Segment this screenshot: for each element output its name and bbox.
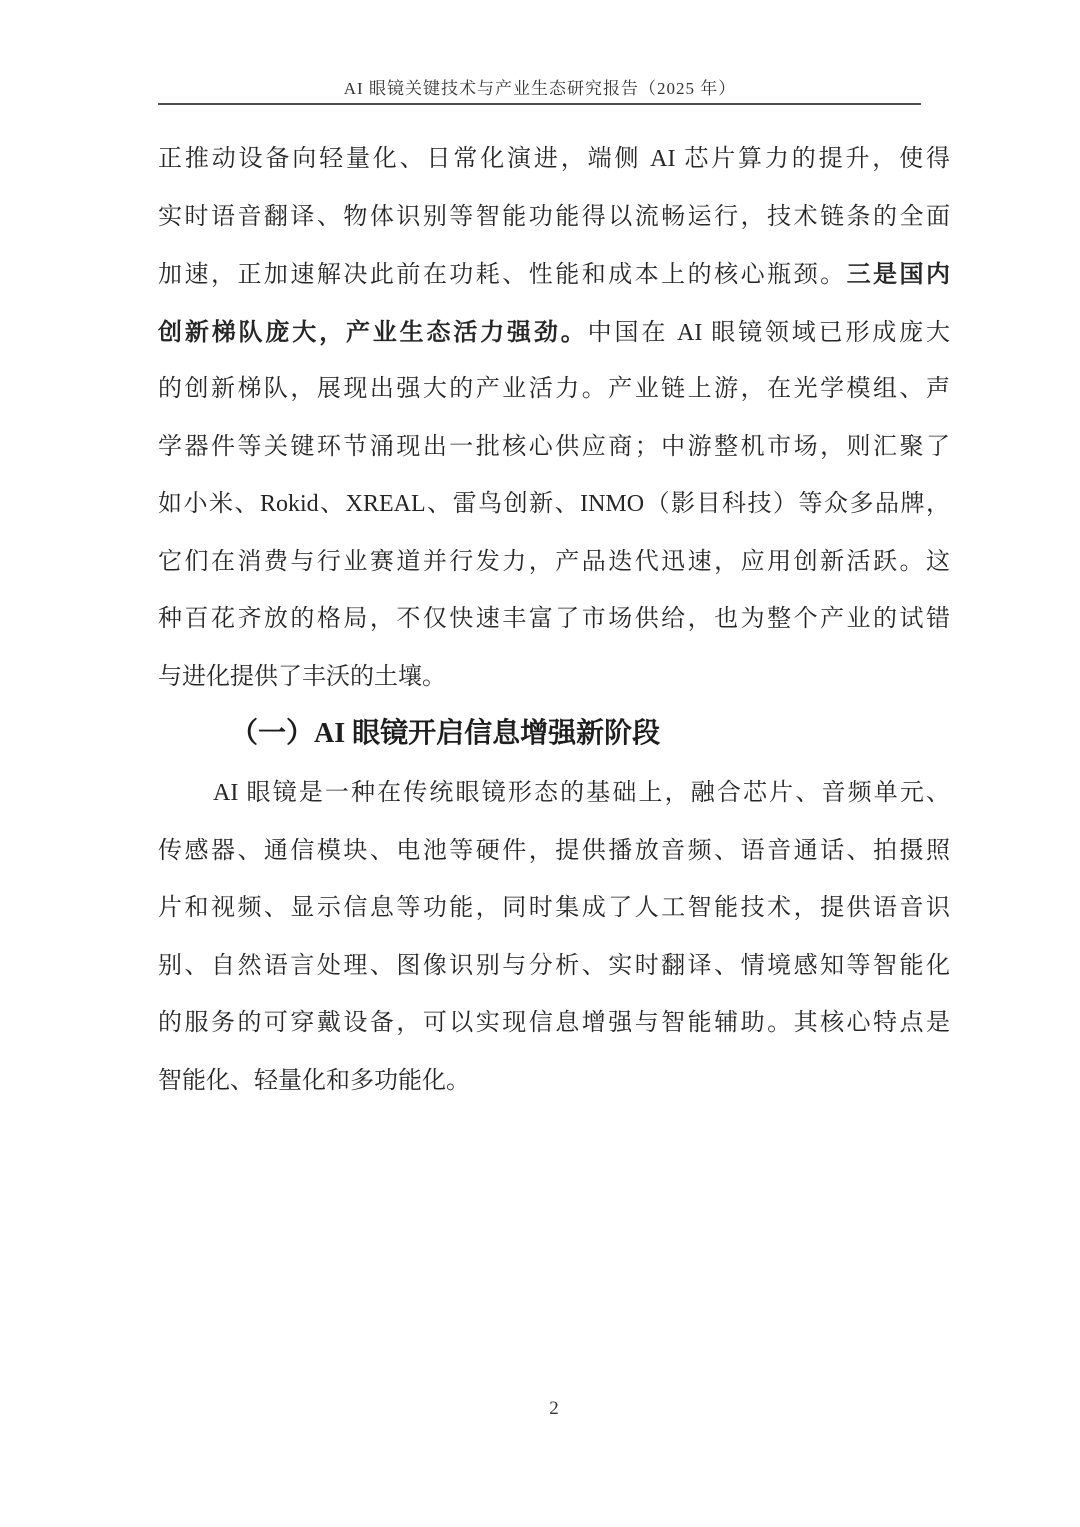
text-line [158, 1053, 950, 1111]
text-segment: 传感器、通信模块、电池等硬件，提供播放音频、语音通话、拍摄照 [158, 837, 950, 864]
paragraph-ai-glasses-definition [158, 765, 950, 1110]
text-line [158, 361, 950, 419]
text-segment: 别、自然语言处理、图像识别与分析、实时翻译、情境感知等智能化 [158, 952, 950, 979]
bold-text-segment: 三是国内 [846, 261, 950, 288]
text-line [158, 246, 950, 304]
text-segment: 实时语音翻译、物体识别等智能功能得以流畅运行，技术链条的全面 [158, 203, 950, 230]
text-line [158, 995, 950, 1053]
text-segment: 学器件等关键环节涌现出一批核心供应商；中游整机市场，则汇聚了 [158, 433, 950, 460]
text-segment: 它们在消费与行业赛道并行发力，产品迭代迅速，应用创新活跃。这 [158, 548, 950, 575]
text-segment: 与进化提供了丰沃的土壤。 [158, 663, 446, 690]
text-segment: 片和视频、显示信息等功能，同时集成了人工智能技术，提供语音识 [158, 895, 950, 921]
text-line [158, 823, 950, 881]
text-line [158, 476, 950, 534]
text-line [158, 591, 950, 649]
text-line [158, 419, 950, 477]
text-segment: 如小米、Rokid、XREAL、雷鸟创新、INMO（影目科技）等众多品牌， [158, 491, 950, 517]
text-line [158, 649, 950, 707]
text-line [158, 131, 950, 189]
text-segment: 的创新梯队，展现出强大的产业活力。产业链上游，在光学模组、声 [158, 376, 950, 402]
text-line [158, 880, 950, 938]
text-segment: 智能化、轻量化和多功能化。 [158, 1067, 470, 1094]
header-rule [158, 103, 921, 105]
text-line [158, 189, 950, 247]
text-segment: 种百花齐放的格局，不仅快速丰富了市场供给，也为整个产业的试错 [158, 606, 950, 632]
text-line [158, 304, 950, 362]
text-segment: AI 眼镜是一种在传统眼镜形态的基础上，融合芯片、音频单元、 [213, 780, 950, 806]
text-segment: 正推动设备向轻量化、日常化演进，端侧 AI 芯片算力的提升，使得 [158, 146, 950, 172]
text-line [158, 765, 950, 823]
page-header-title: AI 眼镜关键技术与产业生态研究报告（2025 年） [343, 79, 737, 98]
text-line [158, 534, 950, 592]
page-number: 2 [549, 1398, 559, 1419]
text-segment: 加速，正加速解决此前在功耗、性能和成本上的核心瓶颈。 [158, 262, 847, 288]
text-segment: 的服务的可穿戴设备，可以实现信息增强与智能辅助。其核心特点是 [158, 1010, 950, 1036]
section-heading-ai-glasses: （一）AI 眼镜开启信息增强新阶段 [230, 718, 661, 749]
paragraph-industry-ecosystem [158, 131, 950, 706]
text-line [158, 938, 950, 996]
text-segment: 中国在 AI 眼镜领域已形成庞大 [587, 319, 950, 346]
bold-text-segment: 创新梯队庞大，产业生态活力强劲。 [158, 318, 588, 346]
